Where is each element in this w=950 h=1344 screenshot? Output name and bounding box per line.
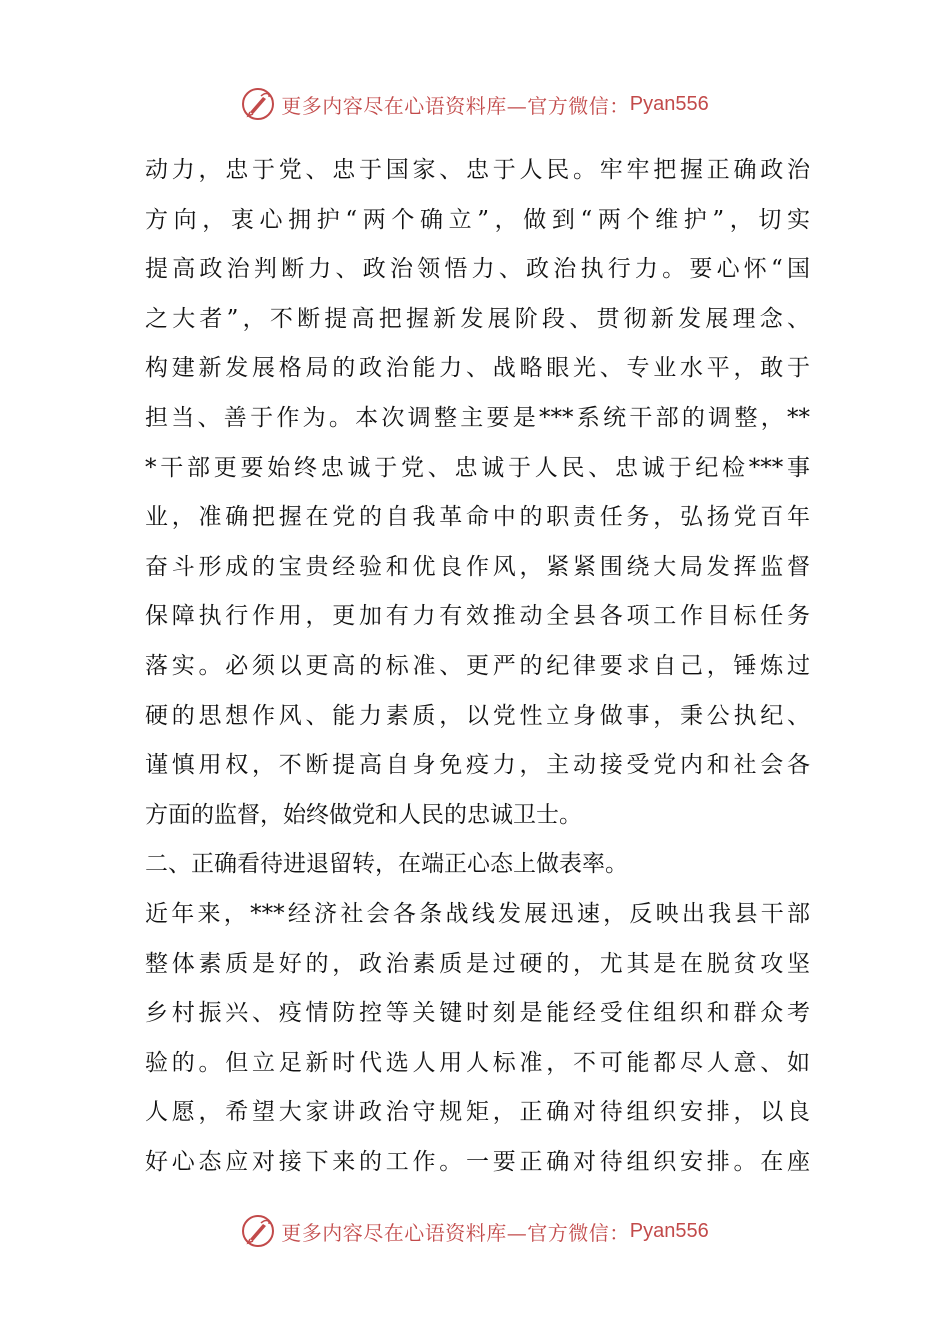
text-line: 之大者”，不断提高把握新发展阶段、贯彻新发展理念、 bbox=[145, 305, 810, 332]
text-line: 动力，忠于党、忠于国家、忠于人民。牢牢把握正确政治 bbox=[145, 157, 810, 183]
text-line: 二、正确看待进退留转，在端正心态上做表率。 bbox=[145, 851, 628, 878]
text-line: 业，准确把握在党的自我革命中的职责任务，弘扬党百年 bbox=[145, 504, 810, 531]
text-line: 构建新发展格局的政治能力、战略眼光、专业水平，敢于 bbox=[145, 355, 810, 382]
header-banner bbox=[0, 84, 950, 124]
text-line: 方面的监督，始终做党和人民的忠诚卫士。 bbox=[145, 801, 582, 828]
document-body bbox=[145, 146, 810, 1187]
banner-wechat-id: Pyan556 bbox=[629, 92, 709, 115]
quill-pen-seal-icon bbox=[241, 87, 275, 121]
banner-text: 更多内容尽在心语资料库—官方微信： bbox=[281, 93, 630, 118]
quill-pen-seal-icon bbox=[241, 1214, 275, 1248]
banner-wechat-id: Pyan556 bbox=[629, 1219, 709, 1242]
text-line: 担当、善于作为。本次调整主要是***系统干部的调整，** bbox=[145, 404, 810, 431]
text-line: 提高政治判断力、政治领悟力、政治执行力。要心怀“国 bbox=[145, 256, 810, 283]
text-line: 人愿，希望大家讲政治守规矩，正确对待组织安排，以良 bbox=[145, 1099, 810, 1126]
text-line: 好心态应对接下来的工作。一要正确对待组织安排。在座 bbox=[145, 1148, 810, 1175]
banner-text: 更多内容尽在心语资料库—官方微信： bbox=[281, 1220, 630, 1245]
text-line: 硬的思想作风、能力素质，以党性立身做事，秉公执纪、 bbox=[145, 702, 810, 729]
text-line: 落实。必须以更高的标准、更严的纪律要求自己，锤炼过 bbox=[145, 652, 810, 679]
text-line: 整体素质是好的，政治素质是过硬的，尤其是在脱贫攻坚 bbox=[145, 950, 810, 977]
footer-banner bbox=[0, 1211, 950, 1251]
text-line: 方向，衷心拥护“两个确立”，做到“两个维护”，切实 bbox=[145, 206, 810, 233]
text-line: 验的。但立足新时代选人用人标准，不可能都尽人意、如 bbox=[145, 1049, 810, 1076]
text-line: 近年来，***经济社会各条战线发展迅速，反映出我县干部 bbox=[145, 900, 810, 927]
text-line: *干部更要始终忠诚于党、忠诚于人民、忠诚于纪检***事 bbox=[145, 454, 810, 481]
text-line: 乡村振兴、疫情防控等关键时刻是能经受住组织和群众考 bbox=[145, 1000, 810, 1027]
text-line: 奋斗形成的宝贵经验和优良作风，紧紧围绕大局发挥监督 bbox=[145, 553, 810, 580]
text-line: 谨慎用权，不断提高自身免疫力，主动接受党内和社会各 bbox=[145, 752, 810, 779]
text-line: 保障执行作用，更加有力有效推动全县各项工作目标任务 bbox=[145, 603, 810, 630]
